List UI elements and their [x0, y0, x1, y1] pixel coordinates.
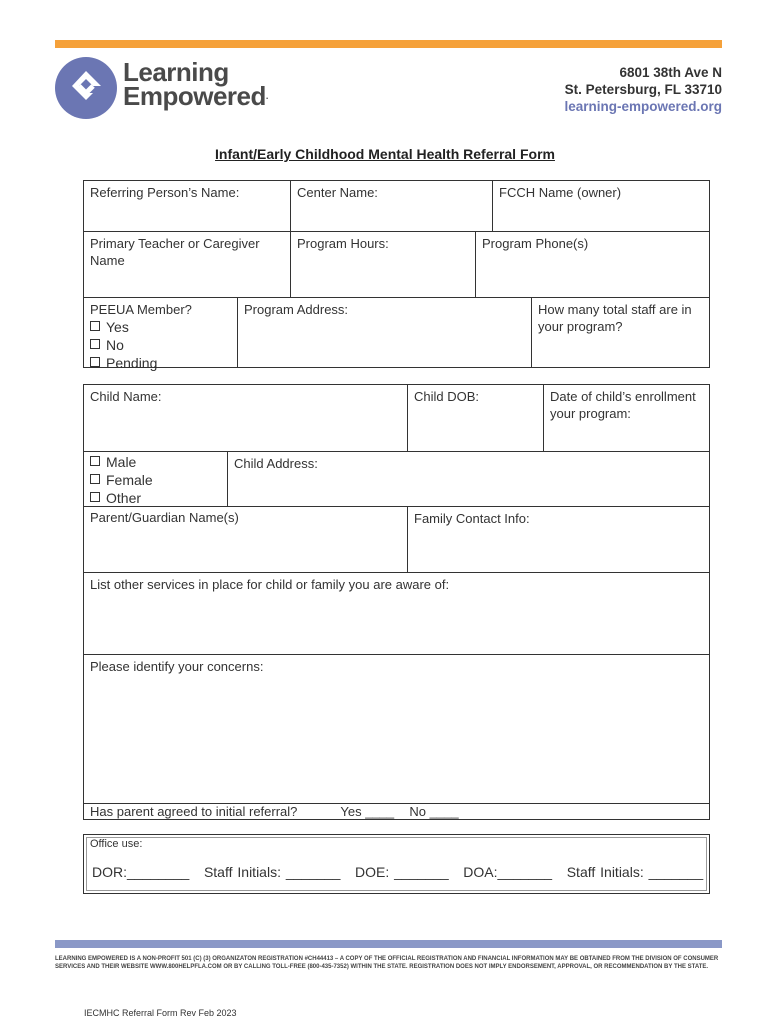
child-address-field[interactable]	[227, 451, 710, 507]
checkbox-icon	[90, 357, 100, 367]
parent-agreed-row	[83, 803, 710, 820]
primary-teacher-label: Primary Teacher or Caregiver Name	[90, 236, 260, 268]
program-hours-label: Program Hours:	[297, 236, 389, 251]
checkbox-icon	[90, 456, 100, 466]
checkbox-icon	[90, 321, 100, 331]
logo-line-2: Empowered.	[123, 81, 268, 111]
child-name-label: Child Name:	[90, 389, 162, 404]
checkbox-icon	[90, 474, 100, 484]
parent-guardian-label: Parent/Guardian Name(s)	[90, 510, 239, 525]
gender-male-checkbox[interactable]: Male	[90, 453, 221, 471]
parent-agreed-yes[interactable]: Yes ____	[340, 804, 395, 819]
office-use-fields[interactable]: DOR:________ Staff Initials: _______ DOE: _______ DOA:_______ Staff Initials: _______	[92, 864, 704, 880]
peeua-yes-checkbox[interactable]: Yes	[90, 318, 231, 336]
fcch-name-field[interactable]	[492, 180, 710, 232]
checkbox-icon	[90, 339, 100, 349]
logo-mark-icon	[55, 57, 117, 119]
logo-line-1: Learning	[123, 57, 229, 87]
logo-wordmark	[123, 57, 268, 111]
child-name-field[interactable]	[83, 384, 408, 452]
peeua-pending-checkbox[interactable]: Pending	[90, 354, 231, 372]
peeua-member-field	[83, 297, 238, 371]
other-services-field[interactable]	[83, 572, 710, 655]
form-title: Infant/Early Childhood Mental Health Referral Form	[215, 146, 555, 162]
bottom-accent-bar	[55, 940, 722, 948]
gender-female-checkbox[interactable]: Female	[90, 471, 221, 489]
child-dob-label: Child DOB:	[414, 389, 480, 404]
program-address-field[interactable]	[237, 297, 532, 368]
program-phone-field[interactable]	[475, 231, 710, 298]
gender-field	[83, 451, 228, 507]
concerns-field[interactable]	[83, 654, 710, 804]
website-link[interactable]: learning-empowered.org	[564, 99, 722, 114]
top-accent-bar	[55, 40, 722, 48]
gender-other-checkbox[interactable]: Other	[90, 489, 221, 507]
parent-agreed-label: Has parent agreed to initial referral?	[90, 804, 298, 819]
child-dob-field[interactable]	[407, 384, 544, 452]
total-staff-label: How many total staff are in your program?	[538, 302, 692, 334]
revision-label: IECMHC Referral Form Rev Feb 2023	[84, 1008, 237, 1018]
program-address-label: Program Address:	[244, 302, 349, 317]
legal-disclaimer: LEARNING EMPOWERED IS A NON-PROFIT 501 (C) (3) ORGANIZATON REGISTRATION #CH44413 – A COPY OF THE OFFICIAL REGISTRATION AND FINANCIAL INFORMATION MAY BE OBTAINED FROM THE DIVISION OF CONSUMER SERVICES AND THEIR WEBSITE WWW.800HELPFLA.COM OR BY CALLING TOLL-FREE (800-435-7352) WITHIN THE STATE. REGISTRATION DOES NOT IMPLY ENDORSEMENT, APPROVAL, OR RECOMMENDATION BY THE STATE.	[55, 956, 719, 970]
enrollment-date-field[interactable]	[543, 384, 710, 452]
program-phone-label: Program Phone(s)	[482, 236, 589, 251]
program-hours-field[interactable]	[290, 231, 476, 298]
parent-guardian-field[interactable]	[83, 506, 408, 573]
family-contact-field[interactable]	[407, 506, 710, 573]
referring-person-field[interactable]	[83, 180, 291, 232]
other-services-label: List other services in place for child or family you are aware of:	[90, 577, 450, 592]
total-staff-field[interactable]	[531, 297, 710, 368]
referring-person-label: Referring Person’s Name:	[90, 185, 240, 200]
org-address	[564, 64, 722, 115]
family-contact-label: Family Contact Info:	[414, 511, 530, 526]
office-use-label: Office use:	[90, 838, 143, 850]
center-name-field[interactable]	[290, 180, 493, 232]
peeua-no-checkbox[interactable]: No	[90, 336, 231, 354]
peeua-member-label: PEEUA Member?	[90, 302, 192, 317]
address-line-2: St. Petersburg, FL 33710	[564, 82, 722, 97]
address-line-1: 6801 38th Ave N	[619, 65, 722, 80]
concerns-label: Please identify your concerns:	[90, 659, 264, 674]
fcch-name-label: FCCH Name (owner)	[499, 185, 622, 200]
checkbox-icon	[90, 492, 100, 502]
enrollment-date-label: Date of child’s enrollment your program:	[550, 389, 696, 421]
center-name-label: Center Name:	[297, 185, 378, 200]
primary-teacher-field[interactable]	[83, 231, 291, 298]
parent-agreed-no[interactable]: No ____	[409, 804, 459, 819]
child-address-label: Child Address:	[234, 456, 318, 471]
